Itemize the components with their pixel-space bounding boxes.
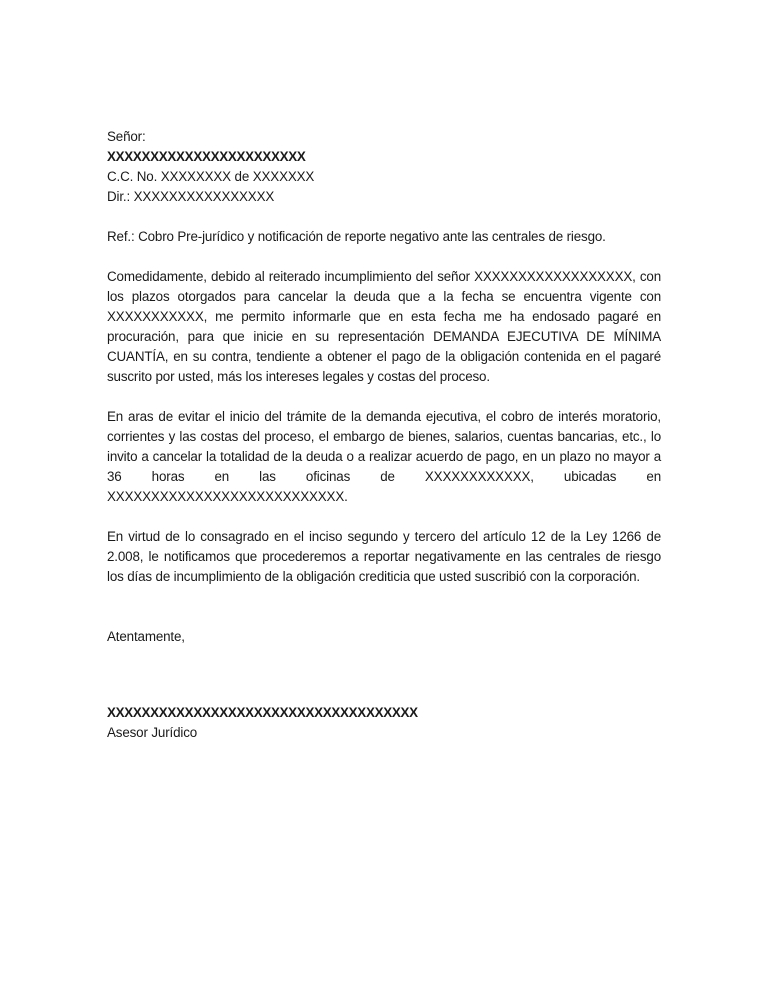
paragraph-demand: Comedidamente, debido al reiterado incumplimiento del señor XXXXXXXXXXXXXXXXXX, con los plazos otorgados para cancelar la deuda que a la fecha se encuentra vigente con XXXXXXXXXXX, me permito informarle que en esta fecha me ha endosado pagaré en procuración, para que inicie en su representación DEMANDA EJECUTIVA DE MÍNIMA CUANTÍA, en su contra, tendiente a obtener el pago de la obligación contenida en el pagaré suscrito por usted, más los intereses legales y costas del proceso. xyxy=(107,269,661,384)
signature-title: Asesor Jurídico xyxy=(107,725,198,740)
paragraph-legal-notice: En virtud de lo consagrado en el inciso segundo y tercero del artículo 12 de la Ley 1266 de 2.008, le notificamos que procederemos a reportar negativamente en las centrales de riesgo los días de incumplimiento de la obligación crediticia que usted suscribió con la corporación. xyxy=(107,529,661,584)
reference-line: Ref.: Cobro Pre-jurídico y notificación de reporte negativo ante las centrales de riesgo. xyxy=(107,229,606,244)
signature-name: XXXXXXXXXXXXXXXXXXXXXXXXXXXXXXXXXXXX xyxy=(107,705,418,720)
recipient-id-suffix: XXXXXXX xyxy=(249,169,315,184)
recipient-id-prefix: C.C. No. XXXXXXXX xyxy=(107,169,235,184)
salutation: Señor: xyxy=(107,129,146,144)
closing: Atentamente, xyxy=(107,629,185,644)
letter-body xyxy=(107,127,661,743)
recipient-address: Dir.: XXXXXXXXXXXXXXXX xyxy=(107,189,275,204)
recipient-id xyxy=(107,167,661,187)
recipient-id-de: de xyxy=(234,169,250,184)
recipient-name: XXXXXXXXXXXXXXXXXXXXXXX xyxy=(107,149,306,164)
paragraph-payment: En aras de evitar el inicio del trámite de la demanda ejecutiva, el cobro de interés moratorio, corrientes y las costas del proceso, el embargo de bienes, salarios, cuentas bancarias, etc., lo invito a cancelar la totalidad de la deuda o a realizar acuerdo de pago, en un plazo no mayor a 36 horas en las oficinas de XXXXXXXXXXXX, ubicadas en XXXXXXXXXXXXXXXXXXXXXXXXXXX. xyxy=(107,409,661,504)
